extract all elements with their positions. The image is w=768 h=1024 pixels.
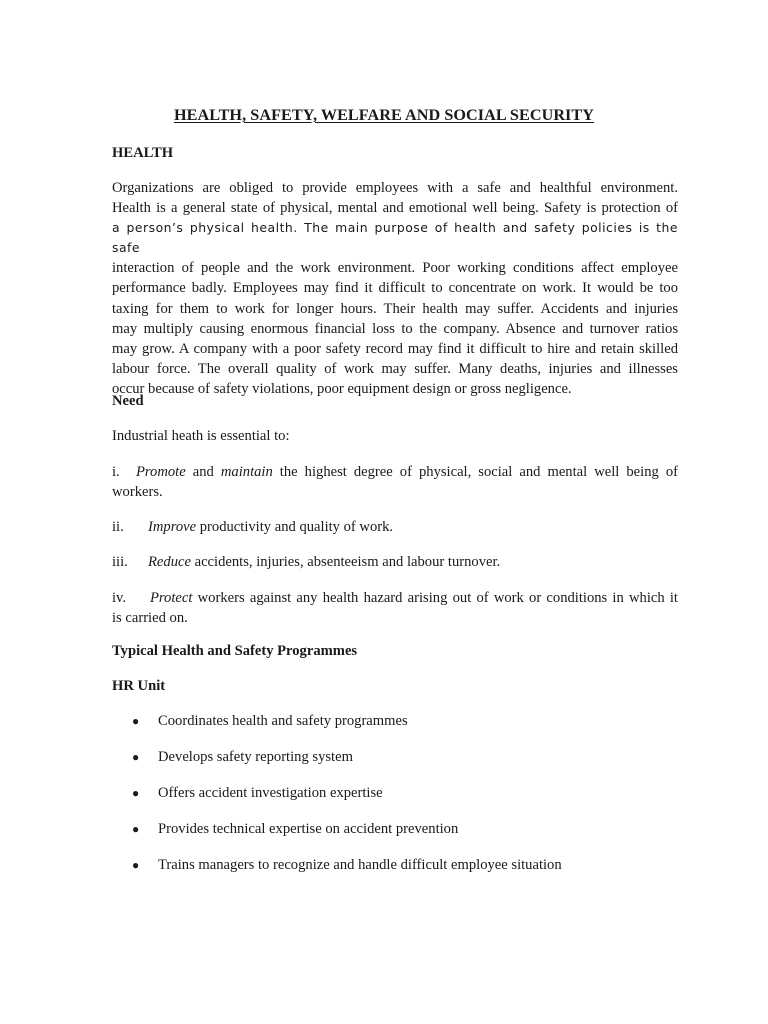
need-item-4-continuation: is carried on. (112, 610, 188, 627)
health-line-4: interaction of people and the work environment. Poor working conditions affect employee (112, 260, 678, 277)
need-item-1-mid: and (185, 464, 221, 480)
list-item (132, 749, 692, 766)
need-item-2-emphasis: Improve (148, 519, 197, 535)
bullet-icon: ● (132, 858, 140, 872)
need-heading: Need (112, 393, 144, 409)
need-item-4-emphasis: Protect (150, 590, 193, 606)
bullet-icon: ● (132, 714, 140, 728)
need-item-2 (112, 517, 678, 537)
list-item (132, 713, 692, 730)
need-item-3 (112, 552, 678, 572)
need-item-3-label: iii. (112, 554, 128, 570)
health-line-6: taxing for them to work for longer hours. Their health may suffer. Accidents and injuries (112, 300, 678, 317)
hr-unit-heading: HR Unit (112, 678, 166, 694)
need-item-1-emphasis-2: maintain (220, 464, 273, 480)
need-item-3-emphasis: Reduce (148, 554, 191, 570)
health-line-1: Organizations are obliged to provide employees with a safe and healthful environment. (112, 180, 678, 196)
health-line-9: labour force. The overall quality of work may suffer. Many deaths, injuries and illnesses (112, 360, 678, 377)
health-line-5: performance badly. Employees may find it difficult to concentrate on work. It would be too (112, 280, 678, 297)
need-item-3-text: accidents, injuries, absenteeism and labour turnover. (190, 554, 501, 570)
health-line-7: may multiply causing enormous financial loss to the company. Absence and turnover ratios (112, 320, 678, 337)
need-item-4-label: iv. (112, 590, 127, 606)
health-line-3: a person’s physical health. The main purpose of health and safety policies is the safe (112, 220, 678, 256)
health-line-8: may grow. A company with a poor safety record may find it difficult to hire and retain skilled (112, 340, 678, 357)
need-item-4-line (112, 588, 678, 608)
health-line-2: Health is a general state of physical, mental and emotional well being. Safety is protection of (112, 200, 678, 217)
need-item-2-text: productivity and quality of work. (196, 519, 394, 535)
list-item-text: Provides technical expertise on accident prevention (158, 821, 459, 837)
need-item-4-text: workers against any health hazard arising out of work or conditions in which it (192, 590, 678, 606)
need-item-1 (112, 462, 678, 502)
bullet-icon: ● (132, 786, 140, 800)
health-line-10: occur because of safety violations, poor equipment design or gross negligence. (112, 380, 572, 397)
need-item-1-line (112, 462, 678, 482)
health-heading: HEALTH (112, 145, 174, 161)
programmes-heading: Typical Health and Safety Programmes (112, 643, 358, 659)
list-item (132, 821, 692, 838)
need-item-1-emphasis: Promote (136, 464, 186, 480)
list-item-text: Develops safety reporting system (158, 749, 353, 765)
list-item (132, 785, 692, 802)
need-intro: Industrial heath is essential to: (112, 428, 290, 444)
need-item-1-label: i. (112, 464, 120, 480)
need-item-1-text: the highest degree of physical, social and mental well being of (272, 464, 678, 480)
bullet-icon: ● (132, 822, 140, 836)
health-paragraph (112, 178, 678, 399)
need-item-2-label: ii. (112, 519, 124, 535)
list-item-text: Trains managers to recognize and handle difficult employee situation (158, 857, 562, 873)
list-item-text: Coordinates health and safety programmes (158, 713, 408, 729)
need-item-1-continuation: workers. (112, 484, 163, 501)
need-item-4 (112, 588, 678, 628)
document-title: HEALTH, SAFETY, WELFARE AND SOCIAL SECURITY (174, 106, 594, 124)
bullet-icon: ● (132, 750, 140, 764)
list-item (132, 857, 692, 874)
list-item-text: Offers accident investigation expertise (158, 785, 383, 801)
